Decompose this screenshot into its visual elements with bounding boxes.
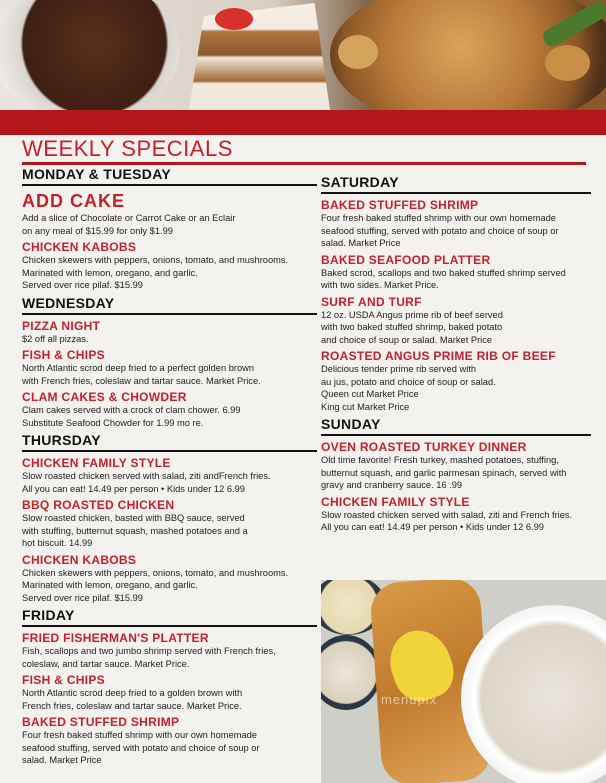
special-description: North Atlantic scrod deep fried to a perfect golden brown with French fries, coleslaw and tartar sauce. Market Price.: [22, 363, 261, 386]
special-description: Slow roasted chicken served with salad, ziti andFrench fries. All you can eat! 14.49 per person • Kids under 12 6.99: [22, 471, 271, 494]
special-title-bbq-roasted-chicken: BBQ ROASTED CHICKEN: [22, 498, 175, 512]
day-heading-friday: FRIDAY: [22, 607, 317, 627]
coleslaw-image: [321, 635, 381, 710]
special-description: North Atlantic scrod deep fried to a golden brown with French fries, coleslaw and tartar sauce. Market Price.: [22, 688, 243, 711]
special-title-roasted-angus-prime-rib-of-beef: ROASTED ANGUS PRIME RIB OF BEEF: [321, 349, 556, 363]
special-title-chicken-family-style: CHICKEN FAMILY STYLE: [22, 456, 171, 470]
header-red-bar: [0, 110, 606, 135]
chocolate-cake-image: [0, 0, 180, 112]
page-title: WEEKLY SPECIALS: [22, 136, 233, 161]
special-description: Baked scrod, scallops and two baked stuffed shrimp served with two sides. Market Price.: [321, 267, 566, 290]
special-description: Fish, scallops and two jumbo shrimp served with French fries, coleslaw, and tartar sauce. Market Price.: [22, 646, 276, 669]
special-description: Slow roasted chicken served with salad, ziti and French fries. All you can eat! 14.49 per person • Kids under 12 6.99: [321, 509, 573, 532]
special-description: Chicken skewers with peppers, onions, tomato, and mushrooms. Marinated with lemon, oregano, and garlic. Served over rice pilaf. $15.99: [22, 567, 289, 603]
special-description: Add a slice of Chocolate or Carrot Cake or an Eclair on any meal of $15.99 for only $1.99: [22, 213, 236, 236]
carrot-cake-image: [170, 0, 340, 112]
special-title-pizza-night: PIZZA NIGHT: [22, 318, 101, 333]
day-heading-wednesday: WEDNESDAY: [22, 295, 317, 315]
special-description: Four fresh baked stuffed shrimp with our own homemade seafood stuffing, served with potato and choice of soup or salad. Market Price: [22, 730, 260, 765]
chowder-bowl-image: [461, 605, 606, 783]
special-description: Clam cakes served with a crock of clam chower. 6.99 Substitute Seafood Chowder for 1.99 mo re.: [22, 405, 241, 428]
special-title-fish-and-chips: FISH & CHIPS: [22, 348, 105, 362]
special-title-baked-seafood-platter: BAKED SEAFOOD PLATTER: [321, 252, 491, 267]
potato-image: [545, 45, 590, 81]
special-description: $2 off all pizzas.: [22, 333, 89, 344]
day-heading-saturday: SATURDAY: [321, 174, 591, 194]
special-title-oven-roasted-turkey-dinner: OVEN ROASTED TURKEY DINNER: [321, 440, 527, 454]
special-title-chicken-kabobs: CHICKEN KABOBS: [22, 240, 137, 254]
day-heading-monday-and-tuesday: MONDAY & TUESDAY: [22, 166, 317, 186]
special-description: Chicken skewers with peppers, onions, tomato, and mushrooms. Marinated with lemon, oregano, and garlic. Served over rice pilaf. $15.99: [22, 255, 289, 290]
special-description: Four fresh baked stuffed shrimp with our own homemade seafood stuffing, served with potato and choice of soup or salad. Market Price: [321, 213, 559, 248]
special-title-chicken-family-style: CHICKEN FAMILY STYLE: [321, 494, 470, 509]
special-title-chicken-kabobs: CHICKEN KABOBS: [22, 552, 137, 567]
spacer: [22, 767, 317, 770]
potato-image: [338, 35, 378, 69]
special-description: 12 oz. USDA Angus prime rib of beef served with two baked stuffed shrimp, baked potato and choice of soup or salad. Market Price: [321, 309, 503, 345]
special-title-fried-fisherman-s-platter: FRIED FISHERMAN'S PLATTER: [22, 631, 209, 645]
day-heading-thursday: THURSDAY: [22, 432, 317, 452]
right-column: [321, 174, 591, 537]
strawberry-garnish: [215, 8, 253, 30]
spacer: [321, 534, 591, 537]
watermark: menupix: [381, 692, 438, 707]
special-title-surf-and-turf: SURF AND TURF: [321, 294, 422, 309]
special-description: Delicious tender prime rib served with au jus, potato and choice of soup or salad. Queen cut Market Price King cut Market Price: [321, 364, 496, 412]
special-title-fish-and-chips: FISH & CHIPS: [22, 673, 105, 687]
fish-and-chowder-photo: [321, 580, 606, 783]
special-title-baked-stuffed-shrimp: BAKED STUFFED SHRIMP: [321, 198, 479, 212]
special-description: Slow roasted chicken, basted with BBQ sauce, served with stuffing, butternut squash, mashed potatoes and a hot biscuit. 14.99: [22, 513, 248, 548]
day-heading-sunday: SUNDAY: [321, 416, 591, 436]
special-description: Old time favorite! Fresh turkey, mashed potatoes, stuffing, butternut squash, and garlic parmesan spinach, served with gravy and cranberry sauce. 16 .99: [321, 455, 567, 490]
special-title-baked-stuffed-shrimp: BAKED STUFFED SHRIMP: [22, 715, 180, 729]
special-title-add-cake: ADD CAKE: [22, 191, 126, 211]
title-divider: [22, 162, 586, 165]
left-column: [22, 166, 317, 770]
special-title-clam-cakes-and-chowder: CLAM CAKES & CHOWDER: [22, 390, 187, 404]
hero-food-photo: [0, 0, 606, 112]
